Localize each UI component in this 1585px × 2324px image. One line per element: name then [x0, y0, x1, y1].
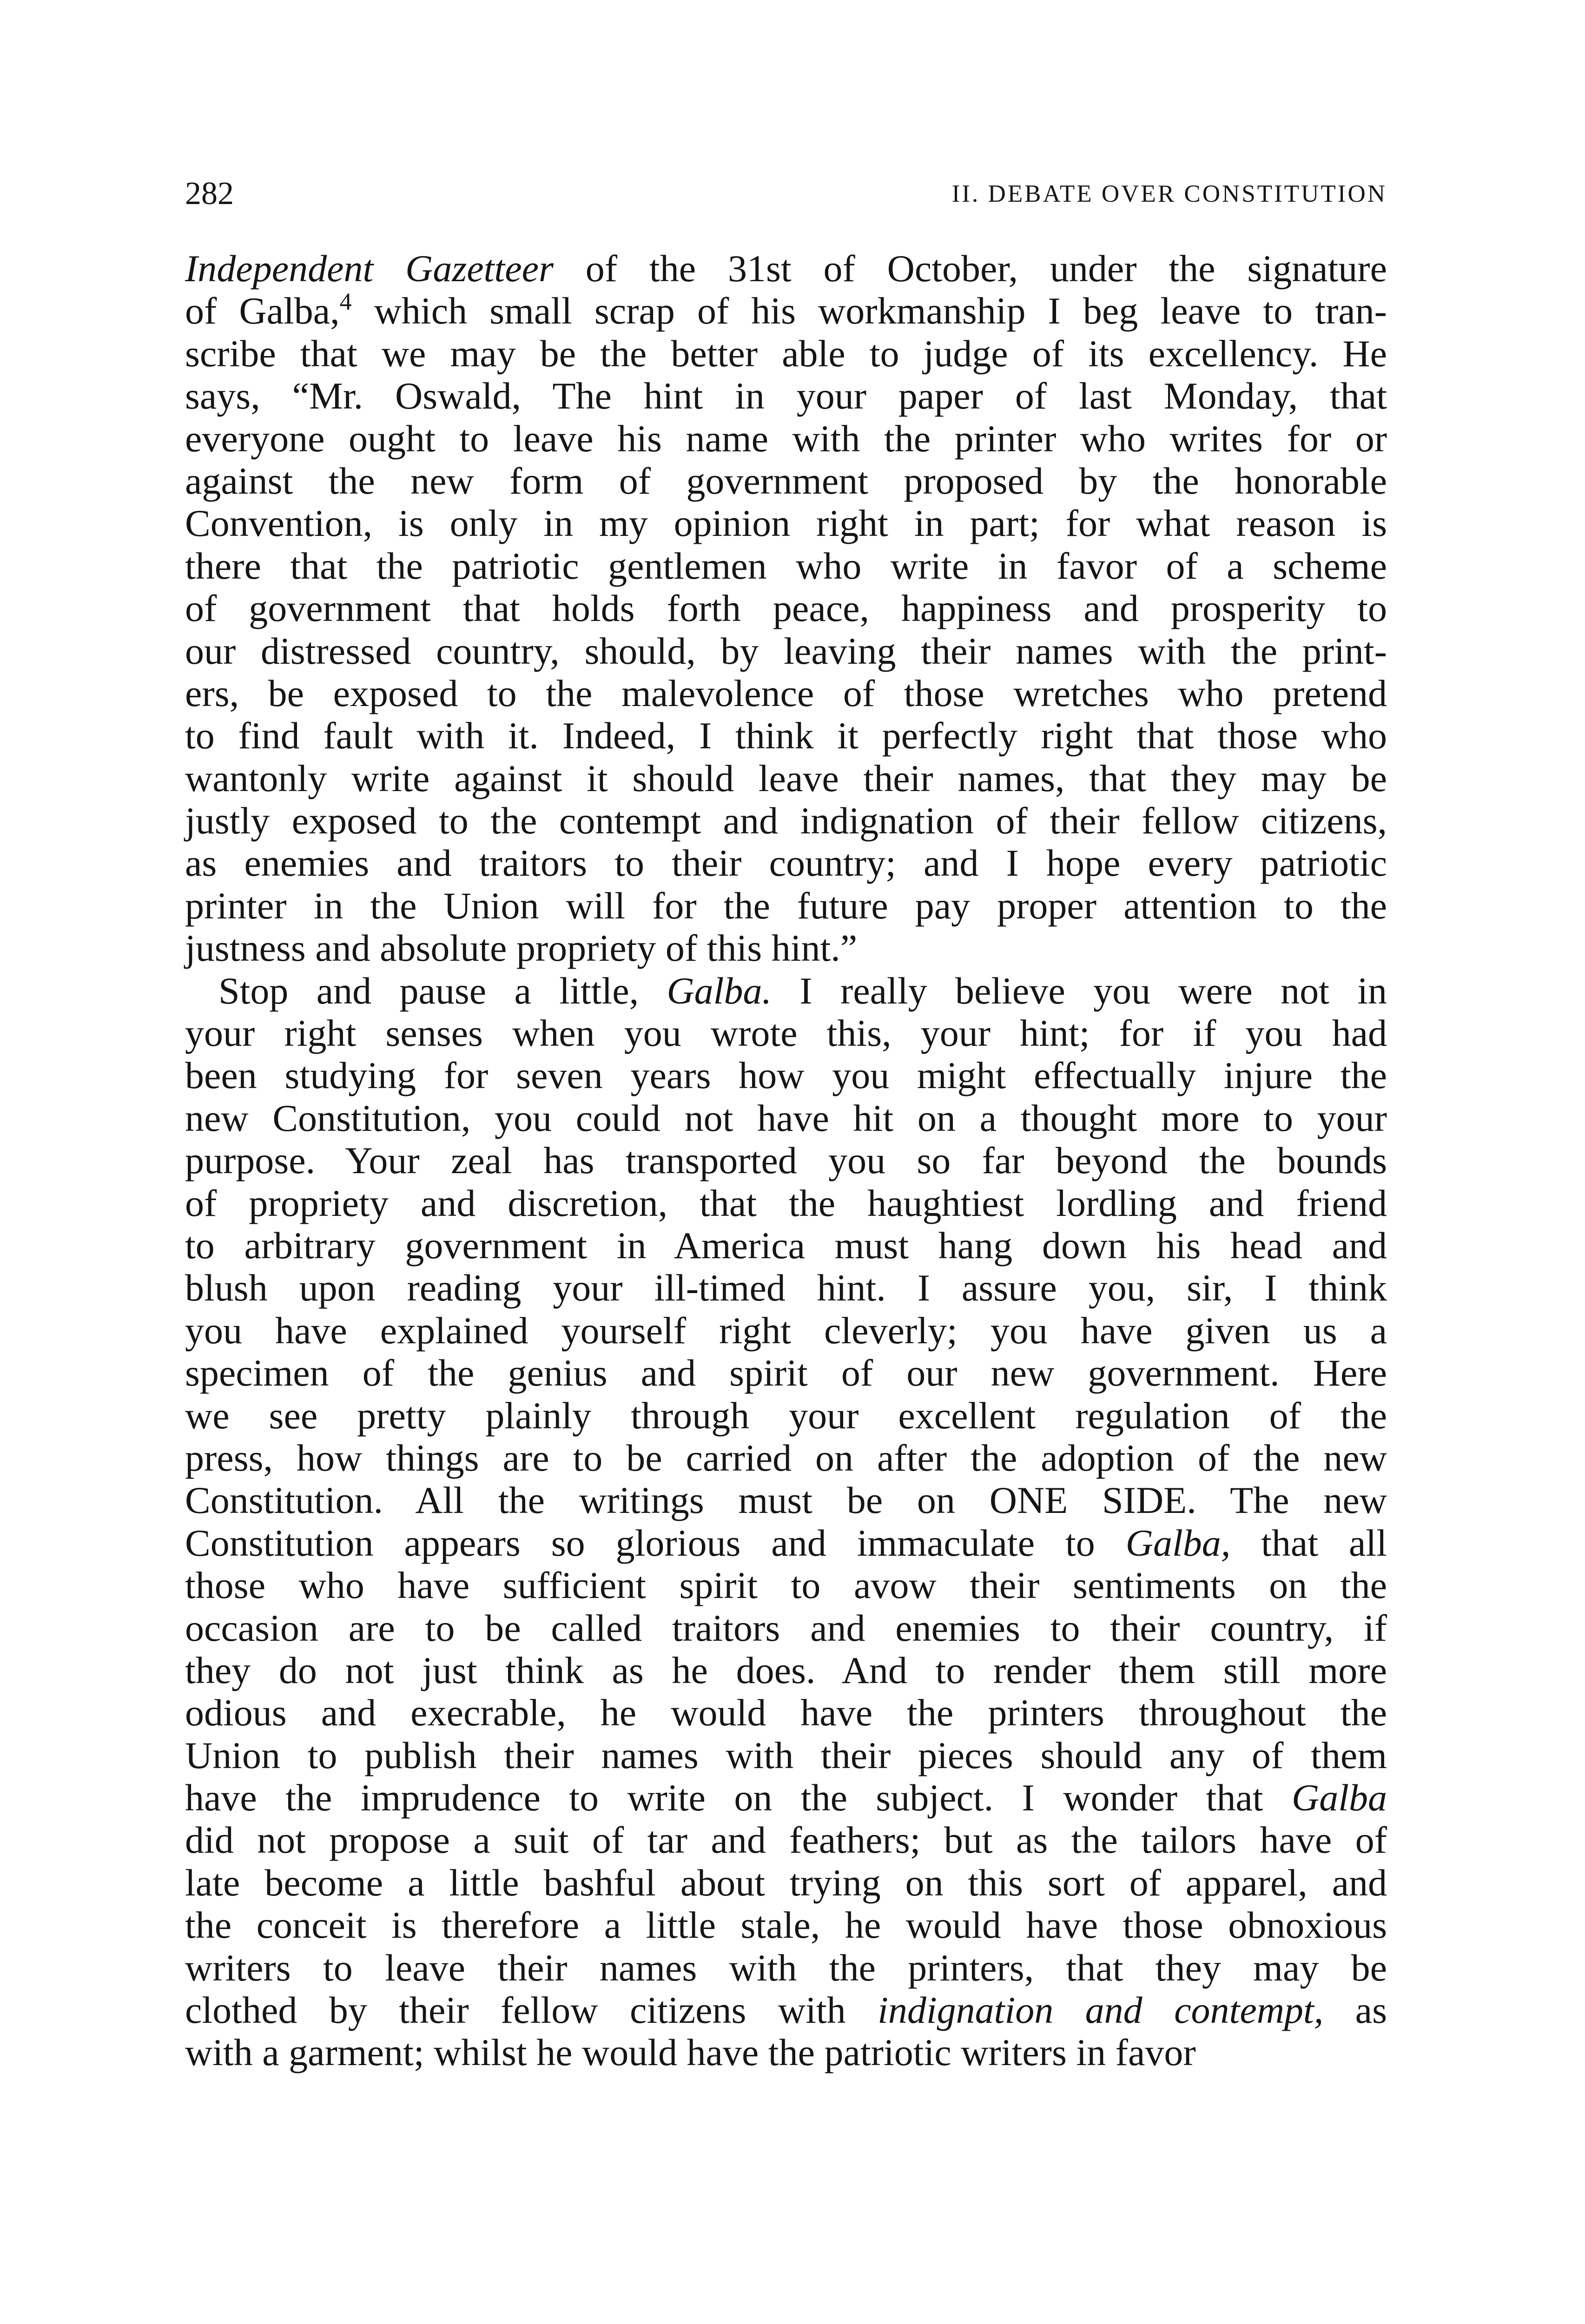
- text-line: Constitution appears so glorious and immaculate to Galba, that all: [185, 1521, 1387, 1564]
- text-line: your right senses when you wrote this, your hint; for if you had: [185, 1012, 1387, 1055]
- text-line: clothed by their fellow citizens with indignation and contempt, as: [185, 1989, 1387, 2032]
- text-line: of propriety and discretion, that the haughtiest lordling and friend: [185, 1182, 1387, 1224]
- text-line: printer in the Union will for the future pay proper attention to the: [185, 884, 1387, 927]
- text-line: justly exposed to the contempt and indignation of their fellow citizens,: [185, 799, 1387, 842]
- text-line: did not propose a suit of tar and feathers; but as the tailors have of: [185, 1819, 1387, 1862]
- text-line: against the new form of government proposed by the honorable: [185, 459, 1387, 502]
- text-line: with a garment; whilst he would have the patriotic writers in favor: [185, 2031, 1196, 2074]
- text-line: justness and absolute propriety of this hint.”: [185, 927, 858, 970]
- text-line: to find fault with it. Indeed, I think it perfectly right that those who: [185, 714, 1387, 757]
- text-line: specimen of the genius and spirit of our new government. Here: [185, 1352, 1387, 1394]
- page-number: 282: [185, 176, 234, 211]
- text-line: late become a little bashful about trying on this sort of apparel, and: [185, 1861, 1387, 1904]
- text-line: occasion are to be called traitors and enemies to their country, if: [185, 1606, 1387, 1649]
- text-line: blush upon reading your ill-timed hint. I assure you, sir, I think: [185, 1267, 1387, 1309]
- text-line: they do not just think as he does. And to render them still more: [185, 1649, 1387, 1691]
- text-line: Constitution. All the writings must be on ONE SIDE. The new: [185, 1479, 1387, 1522]
- text-line: Convention, is only in my opinion right in part; for what reason is: [185, 502, 1387, 545]
- running-head: II. DEBATE OVER CONSTITUTION: [951, 180, 1387, 207]
- text-line: scribe that we may be the better able to judge of its excellency. He: [185, 332, 1387, 375]
- text-line: purpose. Your zeal has transported you so far beyond the bounds: [185, 1139, 1387, 1182]
- text-line: the conceit is therefore a little stale, he would have those obnoxious: [185, 1904, 1387, 1947]
- text-line: press, how things are to be carried on after the adoption of the new: [185, 1436, 1387, 1479]
- text-line: to arbitrary government in America must hang down his head and: [185, 1224, 1387, 1267]
- text-line: of Galba,$^4$ which small scrap of his workmanship I beg leave to tran-: [185, 289, 1387, 332]
- text-line: as enemies and traitors to their country; and I hope every patriotic: [185, 842, 1387, 885]
- text-line: those who have sufficient spirit to avow their sentiments on the: [185, 1564, 1387, 1607]
- text-line: there that the patriotic gentlemen who write in favor of a scheme: [185, 544, 1387, 587]
- page-header: [185, 173, 1387, 215]
- text-line: ers, be exposed to the malevolence of those wretches who pretend: [185, 672, 1387, 714]
- text-line: we see pretty plainly through your excellent regulation of the: [185, 1394, 1387, 1437]
- text-line: Union to publish their names with their pieces should any of them: [185, 1734, 1387, 1776]
- text-line: new Constitution, you could not have hit on a thought more to your: [185, 1096, 1387, 1139]
- text-line: of government that holds forth peace, happiness and prosperity to: [185, 587, 1387, 630]
- text-line: have the imprudence to write on the subject. I wonder that Galba: [185, 1776, 1387, 1819]
- text-line: our distressed country, should, by leaving their names with the print-: [185, 629, 1387, 672]
- text-line: been studying for seven years how you might effectually injure the: [185, 1054, 1387, 1097]
- text-line: Independent Gazetteer of the 31st of October, under the signature: [185, 247, 1387, 290]
- text-line: writers to leave their names with the printers, that they may be: [185, 1946, 1387, 1989]
- body-text: [185, 247, 1387, 2074]
- text-line: Stop and pause a little, Galba. I really believe you were not in: [218, 969, 1387, 1012]
- text-line: odious and execrable, he would have the printers throughout the: [185, 1691, 1387, 1734]
- text-line: says, “Mr. Oswald, The hint in your paper of last Monday, that: [185, 375, 1387, 417]
- text-line: wantonly write against it should leave their names, that they may be: [185, 757, 1387, 799]
- text-line: you have explained yourself right cleverly; you have given us a: [185, 1309, 1387, 1352]
- text-line: everyone ought to leave his name with the printer who writes for or: [185, 417, 1387, 460]
